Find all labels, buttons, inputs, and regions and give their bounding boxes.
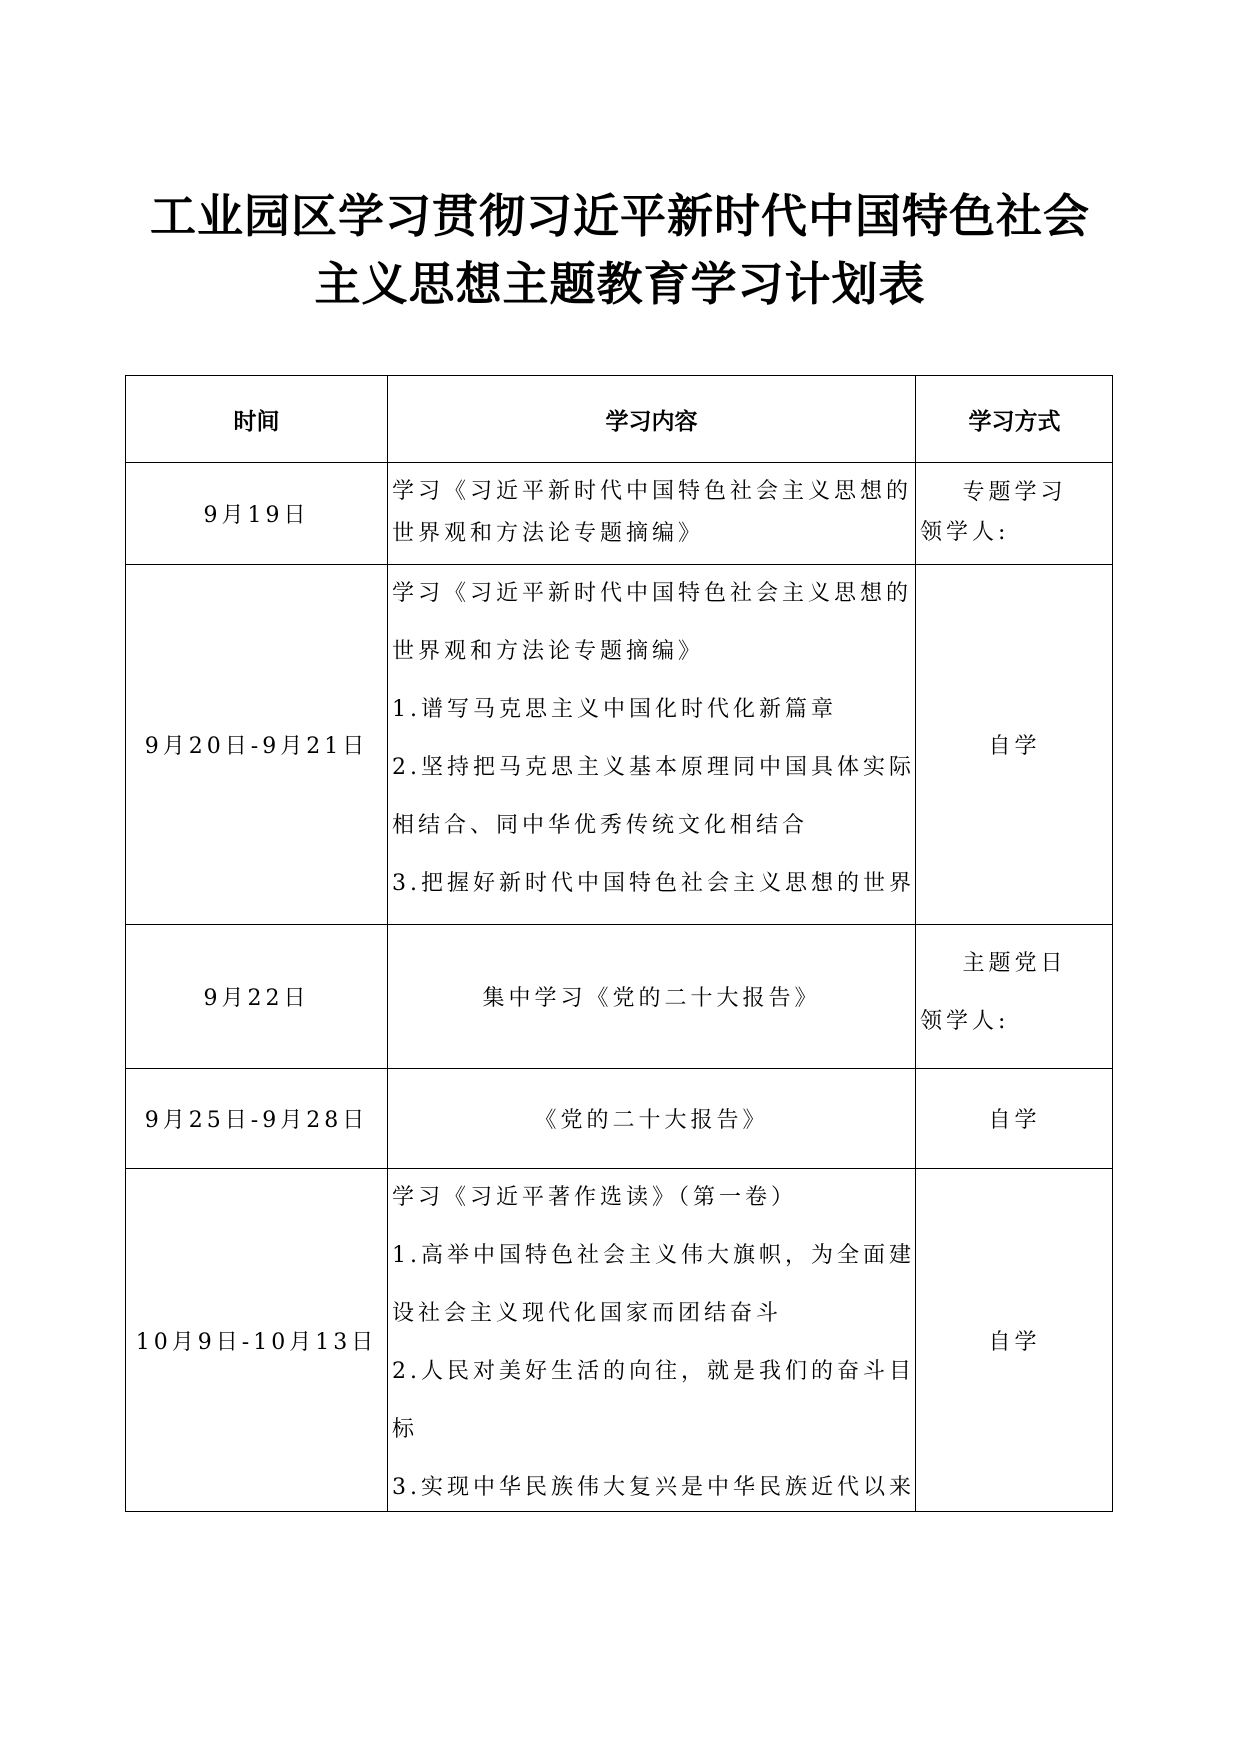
row-5-content (387, 1168, 915, 1512)
content-line: 相结合、同中华优秀传统文化相结合 (392, 813, 809, 838)
content-line: 2.人民对美好生活的向往，就是我们的奋斗目 (392, 1359, 915, 1384)
method-label: 专题学习 (962, 480, 1067, 505)
document-title-line-1: 工业园区学习贯彻习近平新时代中国特色社会 (150, 189, 1090, 243)
method-label: 主题党日 (962, 951, 1067, 976)
content-line: 1.高举中国特色社会主义伟大旗帜，为全面建 (392, 1243, 915, 1268)
document-title-line-2: 主义思想主题教育学习计划表 (314, 257, 926, 311)
row-4-time: 9月25日-9月28日 (125, 1068, 387, 1168)
row-3-content: 集中学习《党的二十大报告》 (387, 924, 915, 1068)
row-5-time: 10月9日-10月13日 (125, 1168, 387, 1512)
content-line: 1.谱写马克思主义中国化时代化新篇章 (392, 697, 837, 722)
content-line: 学习《习近平新时代中国特色社会主义思想的 (392, 581, 913, 606)
row-4-content: 《党的二十大报告》 (387, 1068, 915, 1168)
content-line: 学习《习近平新时代中国特色社会主义思想的 (392, 479, 913, 504)
content-line: 3.把握好新时代中国特色社会主义思想的世界 (392, 871, 915, 896)
row-2-content (387, 564, 915, 924)
row-4-method: 自学 (915, 1068, 1113, 1168)
row-1-method (915, 462, 1113, 564)
content-line: 2.坚持把马克思主义基本原理同中国具体实际 (392, 755, 915, 780)
header-time: 时间 (125, 375, 387, 462)
content-line: 设社会主义现代化国家而团结奋斗 (392, 1301, 783, 1326)
row-3-time: 9月22日 (125, 924, 387, 1068)
row-1-content (387, 462, 915, 564)
lead-learner-label: 领学人: (920, 1009, 1010, 1034)
content-line: 世界观和方法论专题摘编》 (392, 521, 705, 546)
row-3-method (915, 924, 1113, 1068)
header-content: 学习内容 (387, 375, 915, 462)
content-line: 3.实现中华民族伟大复兴是中华民族近代以来 (392, 1475, 915, 1500)
lead-learner-label: 领学人: (920, 520, 1010, 545)
row-2-time: 9月20日-9月21日 (125, 564, 387, 924)
header-method: 学习方式 (915, 375, 1113, 462)
row-1-time: 9月19日 (125, 462, 387, 564)
row-5-method: 自学 (915, 1168, 1113, 1512)
row-2-method: 自学 (915, 564, 1113, 924)
content-line: 世界观和方法论专题摘编》 (392, 639, 705, 664)
content-line: 学习《习近平著作选读》（第一卷） (392, 1185, 798, 1210)
content-line: 标 (392, 1417, 419, 1442)
